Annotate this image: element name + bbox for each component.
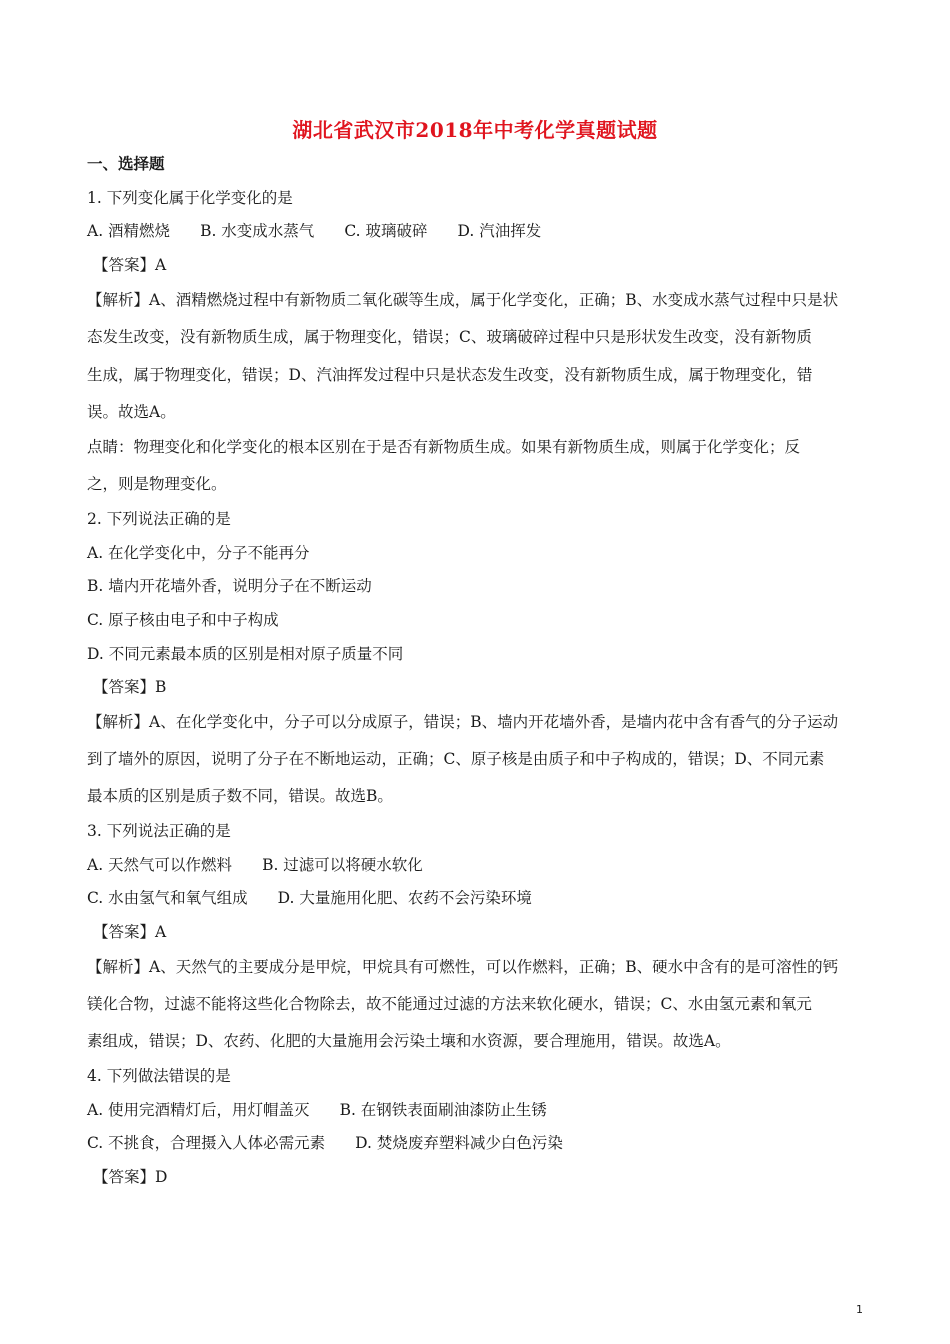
question-3-option-b: B. 过滤可以将硬水软化: [262, 856, 423, 874]
question-1-option-a: A. 酒精燃烧: [87, 222, 171, 240]
question-3-option-d: D. 大量施用化肥、农药不会污染环境: [277, 889, 532, 907]
question-3-options-row-2: [87, 888, 865, 908]
question-4-stem: 4. 下列做法错误的是: [87, 1067, 231, 1085]
question-2-option-a: A. 在化学变化中，分子不能再分: [87, 544, 310, 562]
question-1-option-d: D. 汽油挥发: [457, 222, 542, 240]
document-title: 湖北省武汉市2018年中考化学真题试题: [292, 118, 658, 142]
question-1-answer: 【答案】A: [93, 256, 167, 274]
question-1-stem: 1. 下列变化属于化学变化的是: [87, 189, 293, 207]
question-3-analysis-line: 镁化合物，过滤不能将这些化合物除去，故不能通过过滤的方法来软化硬水，错误；C、水由氢元素和氧元: [87, 995, 812, 1013]
question-1-analysis-line: 误。故选A。: [87, 403, 176, 421]
question-2-analysis-line: 到了墙外的原因，说明了分子在不断地运动，正确；C、原子核是由质子和中子构成的，错误；D、不同元素: [87, 750, 825, 768]
question-3-option-a: A. 天然气可以作燃料: [87, 856, 233, 874]
question-4-options-row-2: [87, 1133, 865, 1153]
question-1-analysis-line: 【解析】A、酒精燃烧过程中有新物质二氧化碳等生成，属于化学变化，正确；B、水变成水蒸气过程中只是状: [87, 291, 839, 309]
question-2-analysis-line: 最本质的区别是质子数不同，错误。故选B。: [87, 787, 393, 805]
question-3-analysis-line: 素组成，错误；D、农药、化肥的大量施用会污染土壤和水资源，要合理施用，错误。故选A。: [87, 1032, 731, 1050]
question-4-option-c: C. 不挑食，合理摄入人体必需元素: [87, 1134, 326, 1152]
question-2-stem: 2. 下列说法正确的是: [87, 510, 231, 528]
question-4-option-b: B. 在钢铁表面刷油漆防止生锈: [339, 1101, 547, 1119]
question-4-options-row-1: [87, 1100, 865, 1120]
question-4-answer: 【答案】D: [93, 1168, 168, 1186]
page-number: 1: [856, 1303, 863, 1316]
question-2-option-b: B. 墙内开花墙外香，说明分子在不断运动: [87, 577, 372, 595]
question-2-analysis-line: 【解析】A、在化学变化中，分子可以分成原子，错误；B、墙内开花墙外香，是墙内花中含有香气的分子运动: [87, 713, 839, 731]
question-1-analysis-line: 态发生改变，没有新物质生成，属于物理变化，错误；C、玻璃破碎过程中只是形状发生改变，没有新物质: [87, 328, 812, 346]
question-2-answer: 【答案】B: [93, 678, 167, 696]
question-4-option-a: A. 使用完酒精灯后，用灯帽盖灭: [87, 1101, 310, 1119]
question-1-option-b: B. 水变成水蒸气: [200, 222, 315, 240]
question-1-note-line: 点睛：物理变化和化学变化的根本区别在于是否有新物质生成。如果有新物质生成，则属于化学变化；反: [87, 438, 801, 456]
question-1-analysis-line: 生成，属于物理变化，错误；D、汽油挥发过程中只是状态发生改变，没有新物质生成，属于物理变化，错: [87, 366, 813, 384]
question-3-option-c: C. 水由氢气和氧气组成: [87, 889, 248, 907]
section-heading: 一、选择题: [87, 154, 165, 173]
question-1-options: [87, 221, 865, 241]
question-1-option-c: C. 玻璃破碎: [344, 222, 428, 240]
question-4-option-d: D. 焚烧废弃塑料减少白色污染: [355, 1134, 563, 1152]
question-3-options-row-1: [87, 855, 865, 875]
question-1-note-line: 之，则是物理变化。: [87, 475, 227, 493]
question-2-option-c: C. 原子核由电子和中子构成: [87, 611, 279, 629]
question-3-stem: 3. 下列说法正确的是: [87, 822, 231, 840]
question-3-answer: 【答案】A: [93, 923, 167, 941]
question-2-option-d: D. 不同元素最本质的区别是相对原子质量不同: [87, 645, 404, 663]
question-3-analysis-line: 【解析】A、天然气的主要成分是甲烷，甲烷具有可燃性，可以作燃料，正确；B、硬水中含有的是可溶性的钙: [87, 958, 839, 976]
